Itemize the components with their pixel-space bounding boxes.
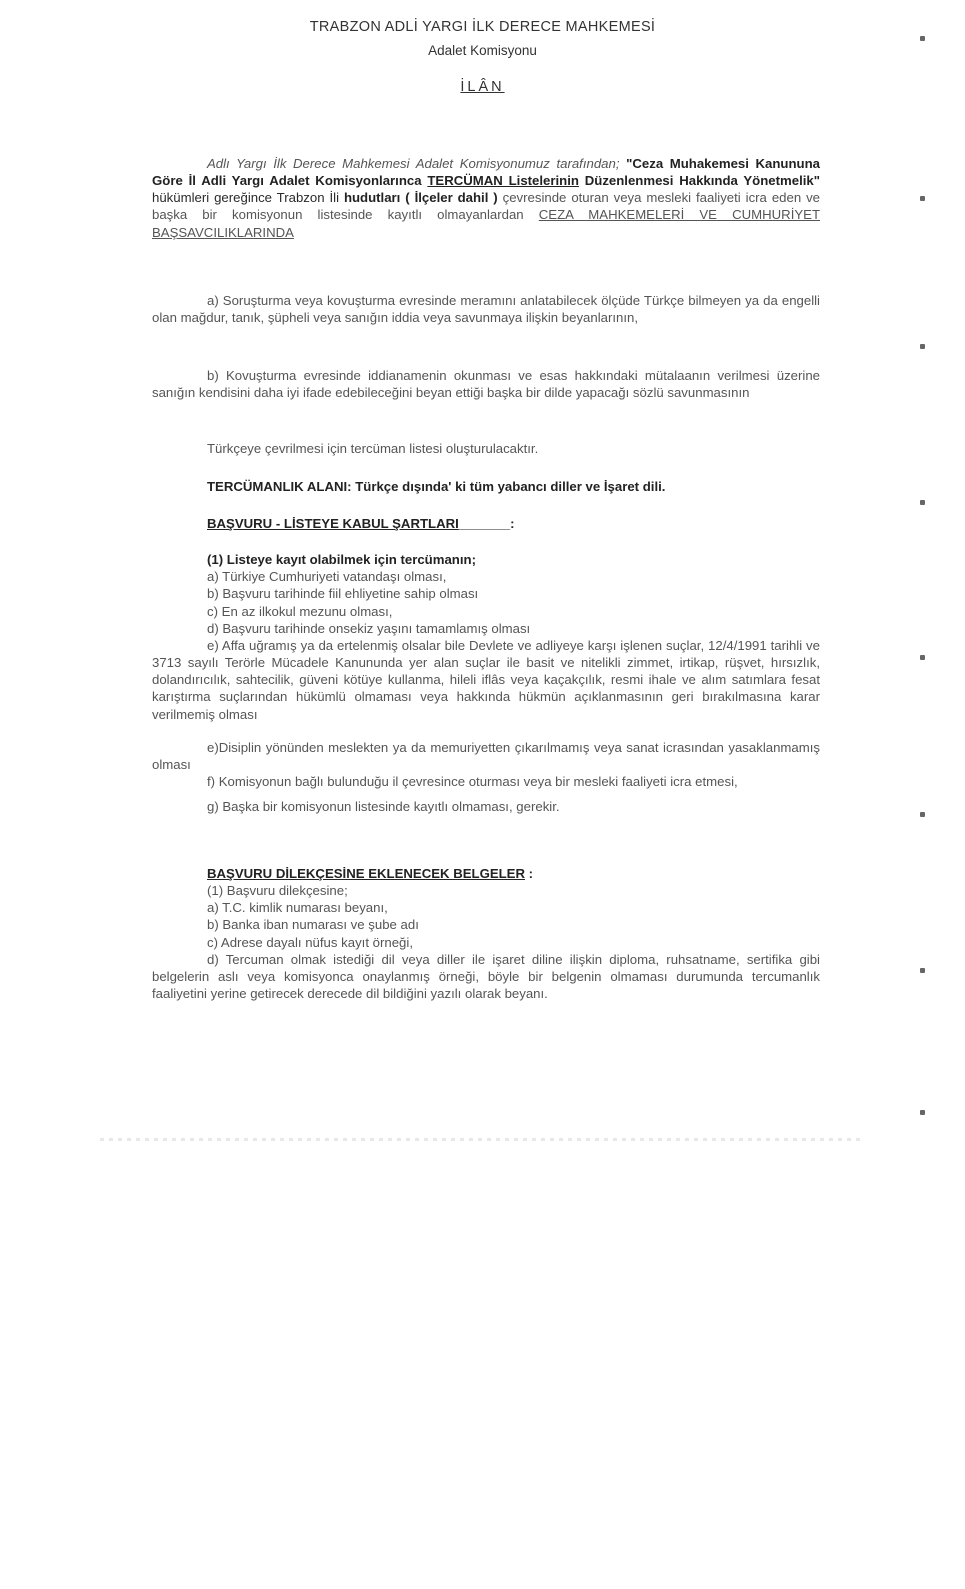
margin-mark [920,36,925,41]
scan-artifact [100,1138,860,1141]
document-item: c) Adrese dayalı nüfus kayıt örneği, [207,934,413,950]
documents-intro: (1) Başvuru dilekçesine; [207,883,348,899]
intro-bold3: hudutları ( İlçeler dahil ) [343,190,498,206]
margin-mark [920,344,925,349]
document-item: a) T.C. kimlik numarası beyanı, [207,900,388,916]
margin-mark [920,196,925,201]
requirement-item: a) Türkiye Cumhuriyeti vatandaşı olması, [207,569,447,585]
paragraph-a [152,292,820,326]
intro-bold-underline: TERCÜMAN Listelerinin [427,173,579,189]
field-value: Türkçe dışında' ki tüm yabancı diller ve İşaret dili. [351,479,666,494]
documents-title: BAŞVURU DİLEKÇESİNE EKLENECEK BELGELER [207,866,526,881]
intro-bold1: "Ceza Muhakemesi Kanununa Göre İl Adli Yargı Adalet Komisyonlarınca [152,156,820,189]
notice-title: İLÂN [460,79,505,95]
requirement-item-e2: e)Disiplin yönünden meslekten ya da memuriyetten çıkarılmamış veya sanat icrasından yasaklanmamış olması [152,739,820,772]
para-b-text: b) Kovuşturma evresinde iddianamenin okunması ve esas hakkındaki mütalaanın verilmesi üzerine sanığın kendisini daha iyi ifade edebileceğini beyan ettiği başka bir dilde yapacağı sözlü savunmasının [152,368,820,401]
requirement-item: d) Başvuru tarihinde onsekiz yaşını tamamlamış olması [207,620,531,636]
requirement-item-g: g) Başka bir komisyonun listesinde kayıtlı olmaması, gerekir. [207,799,560,815]
para-a-text: a) Soruşturma veya kovuşturma evresinde meramını anlatabilecek ölçüde Türkçe bilmeyen ya da engelli olan mağdur, tanık, şüpheli veya sanığın iddia veya savunmaya ilişkin beyanlarının, [152,293,820,326]
court-title: TRABZON ADLİ YARGI İLK DERECE MAHKEMESİ [309,19,656,35]
requirements-subtitle: (1) Listeye kayıt olabilmek için tercümanın; [207,552,476,568]
requirement-item: b) Başvuru tarihinde fiil ehliyetine sahip olması [207,586,479,602]
documents-section [152,865,820,1002]
requirement-item-e: e) Affa uğramış ya da ertelenmiş olsalar bile Devlete ve adliyeye karşı işlenen suçlar, 12/4/1991 tarihli ve 3713 sayılı Terörle Mücadele Kanununda yer alan suçlar ile basit ve nitelikli zimmet, irtikap, rüşvet, hırsızlık, dolandırıcılık, sahtecilik, güveni kötüye kullanma, hileli iflâs veya kaçakçılık, resmi ihale ve alım satımlara fesat karıştırma suçlarından hükümlü olmaması veya hakkında hükmün açıklanmasının geri bırakılmasına karar verilmemiş olması [152,637,820,722]
paragraph-b [152,367,820,401]
document-item: b) Banka iban numarası ve şube adı [207,917,419,933]
intro-part3: çevresinde oturan veya mesleki faaliyeti icra eden ve başka bir komisyonun listesinde kayıtlı olmayanlardan [152,190,820,223]
requirement-item: c) En az ilkokul mezunu olması, [207,603,393,619]
intro-bold2: Düzenlenmesi Hakkında Yönetmelik" [578,173,820,189]
intro-part1: Adlı Yargı İlk Derece Mahkemesi Adalet Komisyonumuz tarafından; [207,156,627,171]
requirements-title-tail: _______: [458,516,515,531]
field-label: TERCÜMANLIK ALANI: [207,479,352,494]
interpreting-field [152,478,820,495]
paragraph-list [152,440,820,457]
documents-title-tail: : [525,866,534,881]
margin-mark [920,812,925,817]
margin-mark [920,1110,925,1115]
margin-mark [920,655,925,660]
intro-paragraph [152,155,820,241]
margin-mark [920,500,925,505]
para-list-text: Türkçeye çevrilmesi için tercüman listesi oluşturulacaktır. [207,441,539,456]
commission-title: Adalet Komisyonu [428,43,537,58]
document-item-d: d) Tercuman olmak istediği dil veya diller ile işaret diline ilişkin diploma, ruhsatname, sertifika gibi belgelerin aslı veya komisyonca onaylanmış örneği, böyle bir belgenin olmaması durumunda tercumanlık faaliyetini yerine getirecek derecede dil bildiğini yazılı olarak beyanı. [152,951,820,1002]
margin-mark [920,968,925,973]
requirements-title: BAŞVURU - LİSTEYE KABUL ŞARTLARI [207,516,459,531]
intro-part2: hükümleri gereğince Trabzon İli [152,190,344,206]
requirements-section [152,515,820,815]
intro-underline: CEZA MAHKEMELERİ VE CUMHURİYET BAŞSAVCILIKLARINDA [152,207,820,240]
requirement-item-f: f) Komisyonun bağlı bulunduğu il çevresince oturması veya bir mesleki faaliyeti icra etmesi, [207,774,738,790]
